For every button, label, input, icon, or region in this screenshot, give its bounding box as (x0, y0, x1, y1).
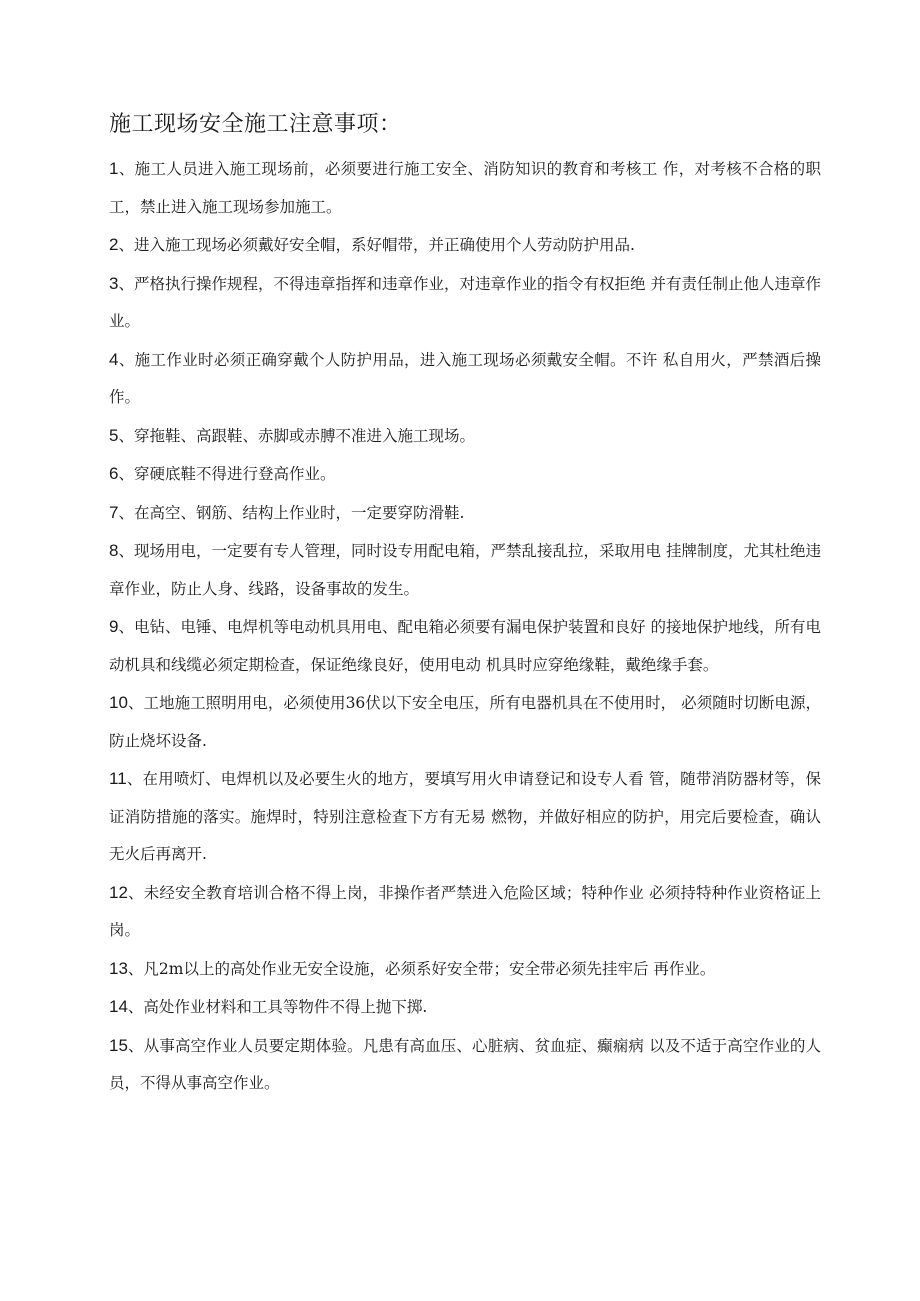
list-item (109, 1027, 821, 1103)
list-item (109, 988, 821, 1027)
item-text: 、在高空、钢筋、结构上作业时，一定要穿防滑鞋. (118, 503, 465, 522)
item-number: 1 (109, 159, 119, 178)
item-text: 、穿拖鞋、高跟鞋、赤脚或赤膊不准进入施工现场。 (118, 426, 475, 445)
item-number: 11 (109, 769, 127, 788)
list-item (109, 150, 821, 226)
item-text: 、在用喷灯、电焊机以及必要生火的地方，要填写用火申请登记和设专人看 管，随带消防器材等，保证消防措施的落实。施焊时，特别注意检查下方有无易 燃物，并做好相应的防护，用完后要检查，确认无火后再离开. (109, 770, 821, 863)
list-item (109, 265, 821, 341)
list-item (109, 608, 821, 684)
item-text: 、从事高空作业人员要定期体验。凡患有高血压、心脏病、贫血症、癫痫病 以及不适于高空作业的人员，不得从事高空作业。 (109, 1036, 821, 1092)
item-number: 10 (109, 693, 128, 712)
item-number: 6 (109, 464, 119, 483)
item-number: 12 (109, 882, 128, 902)
item-text: 、进入施工现场必须戴好安全帽，系好帽带，并正确使用个人劳动防护用品. (118, 236, 635, 254)
item-number: 8 (109, 541, 119, 560)
list-item (109, 684, 821, 760)
document-title: 施工现场安全施工注意事项： (109, 112, 402, 137)
item-text: 、施工人员进入施工现场前，必须要进行施工安全、消防知识的教育和考核工 作，对考核不合格的职工，禁止进入施工现场参加施工。 (109, 160, 821, 216)
item-number: 14 (109, 997, 128, 1016)
item-number: 13 (109, 958, 128, 978)
item-number: 2 (109, 235, 119, 254)
item-text: 、工地施工照明用电，必须使用36伏以下安全电压，所有电器机具在不使用时， 必须随时切断电源，防止烧坏设备. (109, 694, 821, 750)
item-text: 、现场用电，一定要有专人管理，同时设专用配电箱，严禁乱接乱拉，采取用电 挂牌制度，尤其杜绝违章作业，防止人身、线路，设备事故的发生。 (109, 542, 821, 598)
item-number: 3 (109, 273, 119, 293)
item-text: 、未经安全教育培训合格不得上岗，非操作者严禁进入危险区域；特种作业 必须持特种作业资格证上岗。 (109, 883, 821, 939)
item-text: 、穿硬底鞋不得进行登高作业。 (118, 465, 336, 483)
list-item (109, 532, 821, 608)
item-number: 7 (109, 502, 119, 522)
list-item (109, 950, 821, 989)
list-item (109, 494, 821, 533)
item-text: 、严格执行操作规程，不得违章指挥和违章作业，对违章作业的指令有权拒绝 并有责任制止他人违章作业。 (109, 274, 821, 330)
item-text: 、凡2m以上的高处作业无安全设施，必须系好安全带；安全带必须先挂牢后 再作业。 (127, 959, 716, 978)
item-number: 4 (109, 349, 119, 369)
item-number: 5 (109, 425, 119, 445)
list-item (109, 760, 821, 874)
item-text: 、高处作业材料和工具等物件不得上抛下掷. (127, 998, 428, 1016)
list-item (109, 874, 821, 950)
item-text: 、施工作业时必须正确穿戴个人防护用品，进入施工现场必须戴安全帽。不许 私自用火，严禁酒后操作。 (109, 350, 821, 406)
safety-items-list (109, 150, 821, 1103)
list-item (109, 226, 821, 265)
item-text: 、电钻、电锤、电焊机等电动机具用电、配电箱必须要有漏电保护装置和良好 的接地保护地线，所有电动机具和线缆必须定期检查，保证绝缘良好，使用电动 机具时应穿绝缘鞋，戴绝缘手套。 (109, 618, 821, 674)
item-number: 15 (109, 1035, 128, 1055)
list-item (109, 455, 821, 494)
list-item (109, 417, 821, 456)
item-number: 9 (109, 617, 119, 636)
list-item (109, 341, 821, 417)
